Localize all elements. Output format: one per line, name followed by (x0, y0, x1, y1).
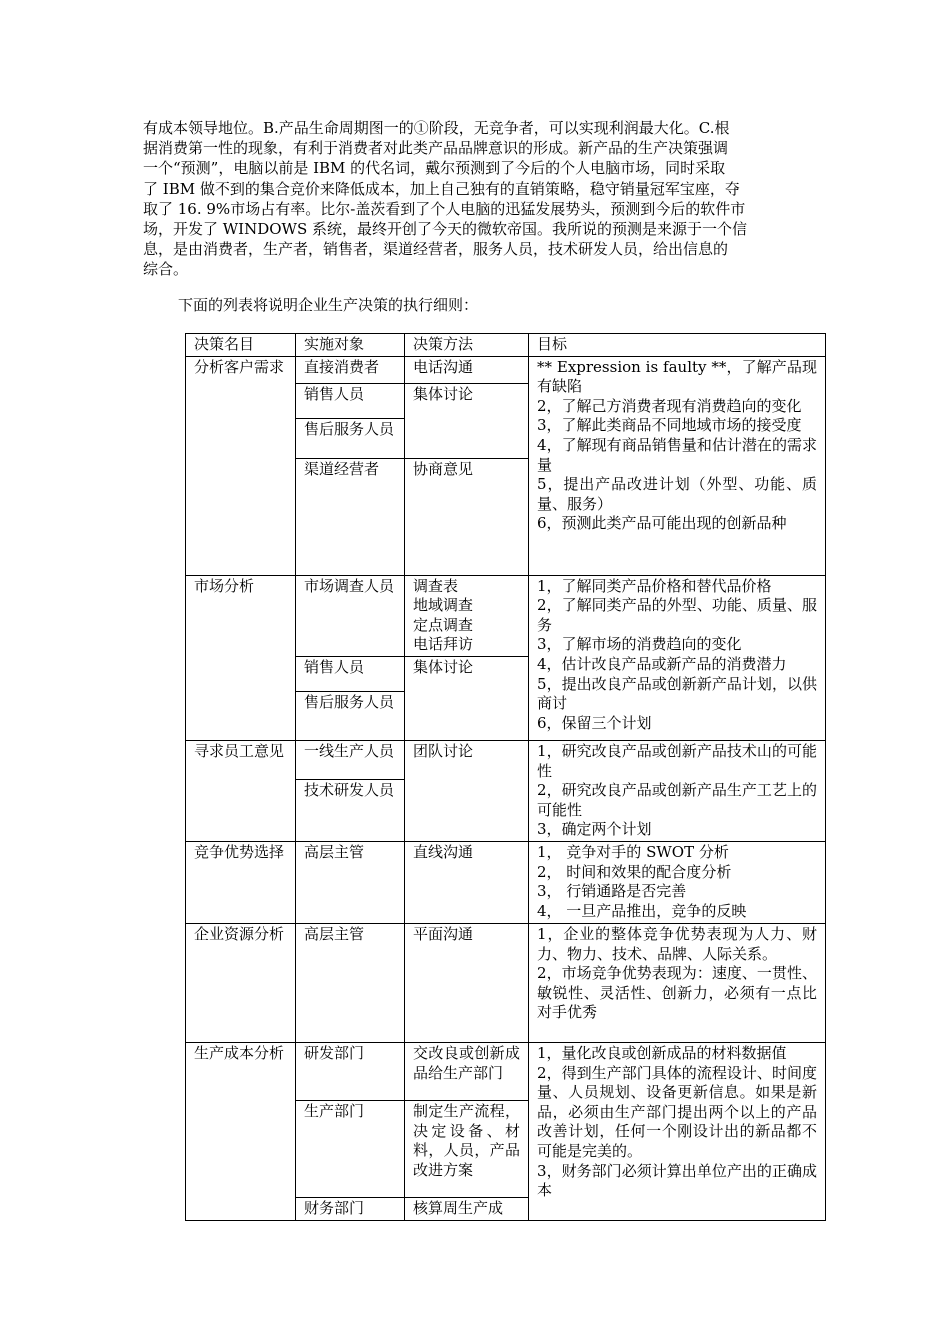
table-row (186, 841, 826, 923)
paragraph-line: 有成本领导地位。B.产品生命周期图一的①阶段，无竞争者，可以实现利润最大化。C.根 (143, 119, 730, 137)
method-cell: 核算周生产成 (405, 1197, 529, 1220)
goal-item: 1，了解同类产品价格和替代品价格 (537, 576, 772, 595)
method-cell: 集体讨论 (405, 656, 529, 740)
goal-item: 5，提出产品改进计划（外型、功能、质量、服务） (537, 475, 817, 513)
header-decision-name: 决策名目 (186, 334, 296, 357)
paragraph-line: 息，是由消费者，生产者，销售者，渠道经营者，服务人员，技术研发人员，给出信息的 (143, 240, 729, 259)
method-cell: 协商意见 (405, 458, 529, 575)
goal-item: 2， 时间和效果的配合度分析 (537, 862, 732, 881)
method-cell (405, 575, 529, 656)
target-cell: 高层主管 (296, 923, 405, 1042)
goal-item: 1，量化改良或创新成品的材料数据值 (537, 1043, 787, 1062)
goal-item: 1， 竞争对手的 SWOT 分析 (537, 842, 729, 861)
method-cell: 集体讨论 (405, 383, 529, 458)
decision-table (185, 333, 826, 1221)
method-cell: 直线沟通 (405, 841, 529, 923)
header-goal: 目标 (529, 334, 826, 357)
decision-name-cell: 竞争优势选择 (186, 841, 296, 923)
target-cell: 直接消费者 (296, 356, 405, 383)
goal-cell (529, 740, 826, 841)
paragraph-line: 据消费第一性的现象，有利于消费者对此类产品品牌意识的形成。新产品的生产决策强调 (143, 139, 729, 158)
paragraph-line: 场，开发了 WINDOWS 系统，最终开创了今天的微软帝国。我所说的预测是来源于一个信 (143, 220, 748, 239)
goal-item: 6，保留三个计划 (537, 713, 652, 732)
table-row (186, 1042, 826, 1100)
method-cell: 团队讨论 (405, 740, 529, 841)
goal-item: 3，了解此类商品不同地域市场的接受度 (537, 416, 802, 435)
goal-item: 2，得到生产部门具体的流程设计、时间度量、人员规划、设备更新信息。如果是新品，必须由生产部门提出两个以上的产品改善计划，任何一个刚设计出的新品都不可能是完美的。 (537, 1063, 817, 1160)
goal-item: 4，了解现有商品销售量和估计潜在的需求量 (537, 435, 817, 474)
paragraph-line: 了 IBM 做不到的集合竞价来降低成本，加上自己独有的直销策略，稳守销量冠军宝座，夺 (143, 179, 740, 198)
table-row (186, 575, 826, 656)
goal-item: 3，了解市场的消费趋向的变化 (537, 635, 742, 654)
goal-item: 5，提出改良产品或创新新产品计划，以供商讨 (537, 674, 817, 713)
goal-cell (529, 841, 826, 923)
method-line: 定点调查 (413, 615, 474, 634)
target-cell: 高层主管 (296, 841, 405, 923)
target-cell: 财务部门 (296, 1197, 405, 1220)
goal-item: 3，确定两个计划 (537, 820, 652, 839)
target-cell: 售后服务人员 (296, 691, 405, 740)
target-cell: 销售人员 (296, 383, 405, 418)
table-row (186, 923, 826, 1042)
decision-name-cell: 寻求员工意见 (186, 740, 296, 841)
goal-item: 2，研究改良产品或创新产品生产工艺上的可能性 (537, 781, 817, 819)
table-intro: 下面的列表将说明企业生产决策的执行细则： (178, 296, 479, 314)
target-cell: 生产部门 (296, 1100, 405, 1197)
body-paragraph (143, 118, 806, 280)
method-line: 调查表 (413, 576, 459, 595)
paragraph-line: 取了 16. 9%市场占有率。比尔-盖茨看到了个人电脑的迅猛发展势头，预测到今后的软件市 (143, 199, 746, 218)
decision-name-cell: 企业资源分析 (186, 923, 296, 1042)
target-cell: 市场调查人员 (296, 575, 405, 656)
table-header-row (186, 334, 826, 357)
target-cell: 渠道经营者 (296, 458, 405, 575)
goal-item: ** Expression is faulty **，了解产品现有缺陷 (537, 357, 817, 396)
goal-item: 1，研究改良产品或创新产品技术山的可能性 (537, 741, 817, 780)
header-target: 实施对象 (296, 334, 405, 357)
goal-item: 1，企业的整体竞争优势表现为人力、财力、物力、技术、品牌、人际关系。 (537, 924, 817, 963)
target-cell: 售后服务人员 (296, 418, 405, 458)
decision-name-cell: 生产成本分析 (186, 1042, 296, 1220)
method-cell: 电话沟通 (405, 356, 529, 383)
goal-item: 3， 行销通路是否完善 (537, 882, 687, 901)
goal-item: 4，估计改良产品或新产品的消费潜力 (537, 654, 787, 673)
target-cell: 研发部门 (296, 1042, 405, 1100)
method-cell: 制定生产流程，决定设备、材料，人员，产品改进方案 (405, 1100, 529, 1197)
method-line: 电话拜访 (413, 635, 474, 654)
target-cell: 技术研发人员 (296, 780, 405, 842)
goal-item: 6，预测此类产品可能出现的创新品种 (537, 514, 787, 533)
goal-cell (529, 575, 826, 740)
paragraph-line: 综合。 (143, 260, 189, 279)
decision-name-cell: 市场分析 (186, 575, 296, 740)
goal-cell (529, 1042, 826, 1220)
goal-item: 2，了解同类产品的外型、功能、质量、服务 (537, 596, 817, 634)
decision-name-cell: 分析客户需求 (186, 356, 296, 575)
method-cell: 交改良或创新成品给生产部门 (405, 1042, 529, 1100)
header-method: 决策方法 (405, 334, 529, 357)
goal-cell (529, 356, 826, 575)
target-cell: 一线生产人员 (296, 740, 405, 779)
method-line: 地域调查 (413, 596, 474, 615)
table-row (186, 356, 826, 383)
goal-item: 3，财务部门必须计算出单位产出的正确成本 (537, 1161, 817, 1200)
target-cell: 销售人员 (296, 656, 405, 691)
table-row (186, 740, 826, 779)
goal-item: 4， 一旦产品推出，竞争的反映 (537, 901, 747, 920)
goal-item: 2，市场竞争优势表现为：速度、一贯性、敏锐性、灵活性、创新力，必须有一点比对手优秀 (537, 964, 817, 1022)
goal-cell (529, 923, 826, 1042)
method-cell: 平面沟通 (405, 923, 529, 1042)
paragraph-line: 一个“预测”，电脑以前是 IBM 的代名词，戴尔预测到了今后的个人电脑市场，同时采取 (143, 159, 726, 178)
goal-item: 2，了解己方消费者现有消费趋向的变化 (537, 396, 802, 415)
